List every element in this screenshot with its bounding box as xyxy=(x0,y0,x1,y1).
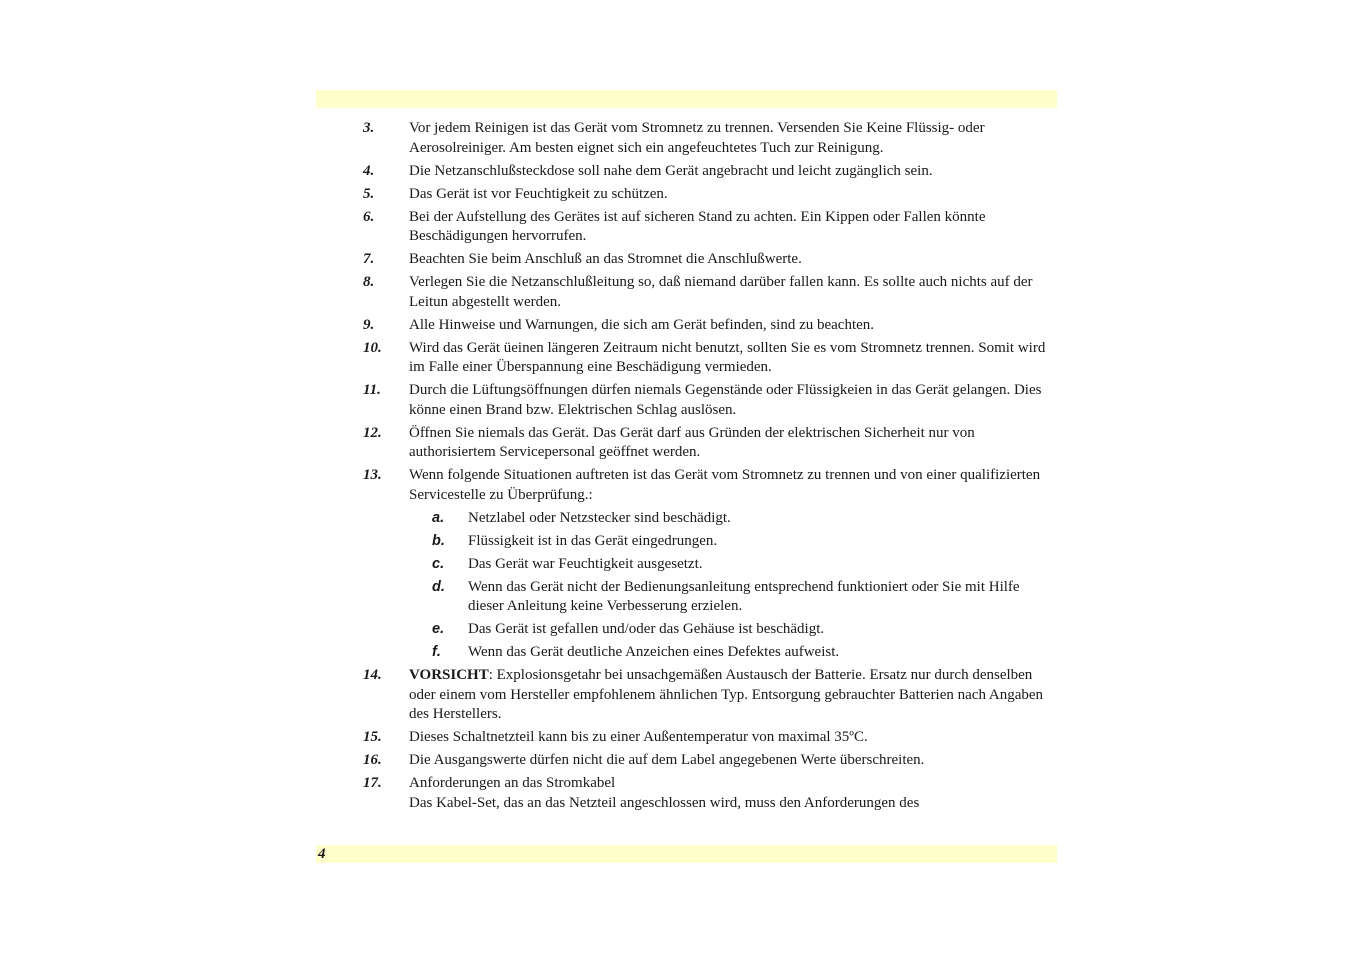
list-item xyxy=(363,466,1057,505)
sub-item-text: Wenn das Gerät nicht der Bedienungsanleitung entsprechend funktioniert oder Sie mit Hilfe dieser Anleitung keine Verbesserung erzielen. xyxy=(468,578,1020,614)
list-item xyxy=(363,273,1057,312)
item-text: Durch die Lüftungsöffnungen dürfen niemals Gegenstände oder Flüssigkeien in das Gerät gelangen. Dies könne einen Brand bzw. Elektrischen Schlag auslösen. xyxy=(409,382,1042,418)
list-item xyxy=(363,162,1057,182)
item-number: 10. xyxy=(363,339,382,356)
list-item xyxy=(363,774,1057,813)
item-number: 4. xyxy=(363,162,375,179)
item-number: 6. xyxy=(363,208,375,225)
sub-item-text: Wenn das Gerät deutliche Anzeichen eines Defektes aufweist. xyxy=(468,644,840,660)
item-number: 7. xyxy=(363,251,375,267)
item-text: Wird das Gerät üeinen längeren Zeitraum nicht benutzt, sollten Sie es vom Stromnetz trennen. Somit wird im Falle einer Überspannung eine Beschädigung vermieden. xyxy=(409,339,1046,375)
item-text: Verlegen Sie die Netzanschlußleitung so, daß niemand darüber fallen kann. Es sollte auch nichts auf der Leitun abgestellt werden. xyxy=(409,274,1033,310)
sub-item-letter: e. xyxy=(432,621,445,637)
item-number: 17. xyxy=(363,775,382,791)
item-number: 12. xyxy=(363,424,382,441)
safety-list xyxy=(363,119,1057,817)
sub-item-letter: a. xyxy=(432,509,445,526)
sub-item-letter: f. xyxy=(432,644,441,660)
sub-item-text: Netzlabel oder Netzstecker sind beschädigt. xyxy=(468,509,731,526)
item-number: 3. xyxy=(363,120,375,136)
sub-item-text: Das Gerät ist gefallen und/oder das Gehäuse ist beschädigt. xyxy=(468,621,825,637)
item-heading: Anforderungen an das Stromkabel xyxy=(409,775,616,791)
item-number: 15. xyxy=(363,729,382,745)
item-text: Öffnen Sie niemals das Gerät. Das Gerät darf aus Gründen der elektrischen Sicherheit nur von authorisiertem Servicepersonal geöffnet werden. xyxy=(409,424,975,460)
item-text: Alle Hinweise und Warnungen, die sich am Gerät befinden, sind zu beachten. xyxy=(409,316,875,333)
list-item xyxy=(363,339,1057,378)
list-item xyxy=(363,751,1057,771)
sub-list-item xyxy=(363,532,1057,552)
warning-label: VORSICHT xyxy=(409,667,489,683)
sub-item-letter: b. xyxy=(432,532,445,549)
sub-list-item xyxy=(363,643,1057,663)
item-number: 14. xyxy=(363,667,382,683)
sub-item-text: Das Gerät war Feuchtigkeit ausgesetzt. xyxy=(468,555,703,572)
warning-text: : Explosionsgetahr bei unsachgemäßen Austausch der Batterie. Ersatz nur durch denselben oder einem vom Hersteller empfohlenem ähnlichen Typ. Entsorgung gebrauchter Batterien nach Angaben des Herstellers. xyxy=(409,667,1044,722)
list-item xyxy=(363,666,1057,725)
item-text xyxy=(409,666,1057,725)
sub-list-item xyxy=(363,555,1057,575)
item-text: Beachten Sie beim Anschluß an das Stromnet die Anschlußwerte. xyxy=(409,251,802,267)
item-text: Dieses Schaltnetzteil kann bis zu einer Außentemperatur von maximal 35ºC. xyxy=(409,729,868,745)
sub-list-item xyxy=(363,578,1057,617)
sub-list-item xyxy=(363,620,1057,640)
sub-item-letter: c. xyxy=(432,555,445,572)
header-band xyxy=(316,90,1057,108)
footer-band xyxy=(316,845,1057,863)
item-number: 5. xyxy=(363,185,375,202)
item-continuation: Das Kabel-Set, das an das Netzteil angeschlossen wird, muss den Anforderungen des xyxy=(409,794,920,811)
list-item xyxy=(363,381,1057,420)
item-text: Vor jedem Reinigen ist das Gerät vom Stromnetz zu trennen. Versenden Sie Keine Flüssig- oder Aerosolreiniger. Am besten eignet sich ein angefeuchtetes Tuch zur Reinigung. xyxy=(409,120,985,156)
item-number: 11. xyxy=(363,382,381,398)
page-number: 4 xyxy=(318,846,326,862)
item-text xyxy=(409,774,1057,813)
item-text: Wenn folgende Situationen auftreten ist das Gerät vom Stromnetz zu trennen und von einer qualifizierten Servicestelle zu Überprüfung.: xyxy=(409,467,1041,503)
item-text: Bei der Aufstellung des Gerätes ist auf sicheren Stand zu achten. Ein Kippen oder Fallen könnte Beschädigungen hervorrufen. xyxy=(409,208,986,244)
list-item xyxy=(363,424,1057,463)
item-number: 13. xyxy=(363,467,382,483)
list-item xyxy=(363,119,1057,158)
item-text: Das Gerät ist vor Feuchtigkeit zu schützen. xyxy=(409,185,668,202)
sub-item-letter: d. xyxy=(432,578,445,595)
item-text: Die Netzanschlußsteckdose soll nahe dem Gerät angebracht und leicht zugänglich sein. xyxy=(409,162,933,179)
list-item xyxy=(363,250,1057,270)
item-number: 16. xyxy=(363,752,382,768)
list-item xyxy=(363,316,1057,336)
item-text: Die Ausgangswerte dürfen nicht die auf dem Label angegebenen Werte überschreiten. xyxy=(409,752,925,768)
list-item xyxy=(363,208,1057,247)
list-item xyxy=(363,185,1057,205)
sub-list-item xyxy=(363,509,1057,529)
list-item xyxy=(363,728,1057,748)
item-number: 9. xyxy=(363,316,375,333)
item-number: 8. xyxy=(363,274,375,290)
sub-item-text: Flüssigkeit ist in das Gerät eingedrungen. xyxy=(468,532,718,549)
